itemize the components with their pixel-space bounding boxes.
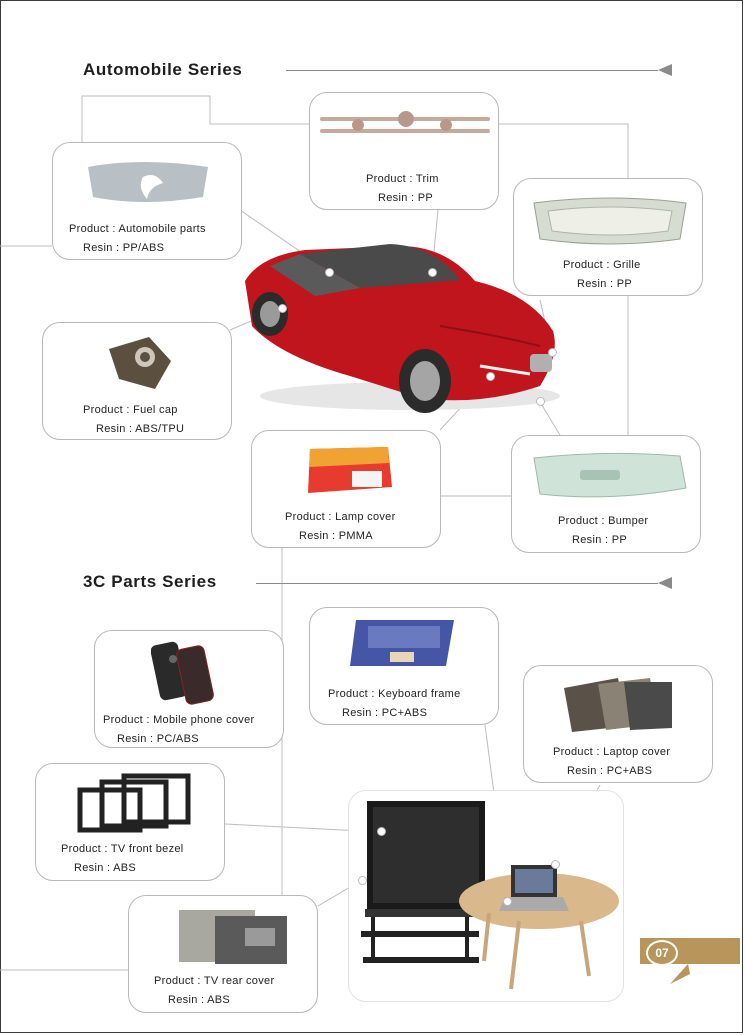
resin-label: Resin : PMMA: [299, 530, 373, 542]
product-label: Product : Laptop cover: [553, 746, 671, 758]
product-card-bumper: [511, 435, 701, 553]
callout-dot: [486, 372, 495, 381]
fuel-cap-image: [99, 331, 179, 395]
product-card-keyboard-frame: [309, 607, 499, 725]
product-card-tv-rear-cover: [128, 895, 318, 1013]
product-card-tv-front-bezel: [35, 763, 225, 881]
product-card-mobile-phone-cover: [94, 630, 284, 748]
product-label: Product : TV front bezel: [61, 843, 184, 855]
callout-dot: [358, 876, 367, 885]
section-rule: [256, 583, 658, 584]
product-label: Product : TV rear cover: [154, 975, 275, 987]
grille-image: [530, 193, 690, 249]
resin-label: Resin : PC+ABS: [567, 765, 653, 777]
section-rule: [286, 70, 658, 71]
resin-label: Resin : PP: [572, 534, 627, 546]
resin-label: Resin : ABS: [74, 862, 136, 874]
arrow-left-icon: [658, 64, 672, 76]
product-card-laptop-cover: [523, 665, 713, 783]
resin-label: Resin : PP: [577, 278, 632, 290]
phone-cover-image: [151, 639, 221, 705]
automobile-part-image: [83, 157, 213, 207]
callout-dot: [548, 348, 557, 357]
section-title-3c-parts: 3C Parts Series: [83, 572, 217, 591]
laptop-cover-image: [558, 674, 676, 734]
resin-label: Resin : ABS: [168, 994, 230, 1006]
callout-dot: [503, 897, 512, 906]
corner-arrow-icon: [668, 960, 692, 986]
arrow-left-icon: [658, 577, 672, 589]
product-label: Product : Keyboard frame: [328, 688, 461, 700]
product-label: Product : Lamp cover: [285, 511, 396, 523]
product-card-fuel-cap: [42, 322, 232, 440]
page-number: 07: [646, 940, 678, 966]
section-title-automobile: Automobile Series: [83, 60, 243, 79]
product-label: Product : Automobile parts: [69, 223, 206, 235]
product-label: Product : Grille: [563, 259, 641, 271]
product-card-automobile-parts: [52, 142, 242, 260]
tv-rear-cover-image: [175, 904, 291, 966]
product-label: Product : Mobile phone cover: [103, 714, 255, 726]
resin-label: Resin : PP: [378, 192, 433, 204]
callout-dot: [551, 860, 560, 869]
product-card-trim: [309, 92, 499, 210]
tv-bezel-image: [76, 772, 192, 836]
keyboard-frame-image: [346, 616, 458, 676]
resin-label: Resin : ABS/TPU: [96, 423, 185, 435]
callout-dot: [278, 304, 287, 313]
tv-laptop-scene: [348, 790, 624, 1002]
resin-label: Resin : PC+ABS: [342, 707, 428, 719]
callout-dot: [377, 827, 386, 836]
trim-image: [318, 107, 492, 141]
lamp-cover-image: [304, 441, 394, 497]
callout-dot: [325, 268, 334, 277]
resin-label: Resin : PC/ABS: [117, 733, 199, 745]
product-label: Product : Trim: [366, 173, 439, 185]
product-card-lamp-cover: [251, 430, 441, 548]
bumper-image: [530, 448, 690, 506]
callout-dot: [536, 397, 545, 406]
callout-dot: [428, 268, 437, 277]
product-label: Product : Fuel cap: [83, 404, 178, 416]
product-label: Product : Bumper: [558, 515, 649, 527]
resin-label: Resin : PP/ABS: [83, 242, 165, 254]
product-card-grille: [513, 178, 703, 296]
